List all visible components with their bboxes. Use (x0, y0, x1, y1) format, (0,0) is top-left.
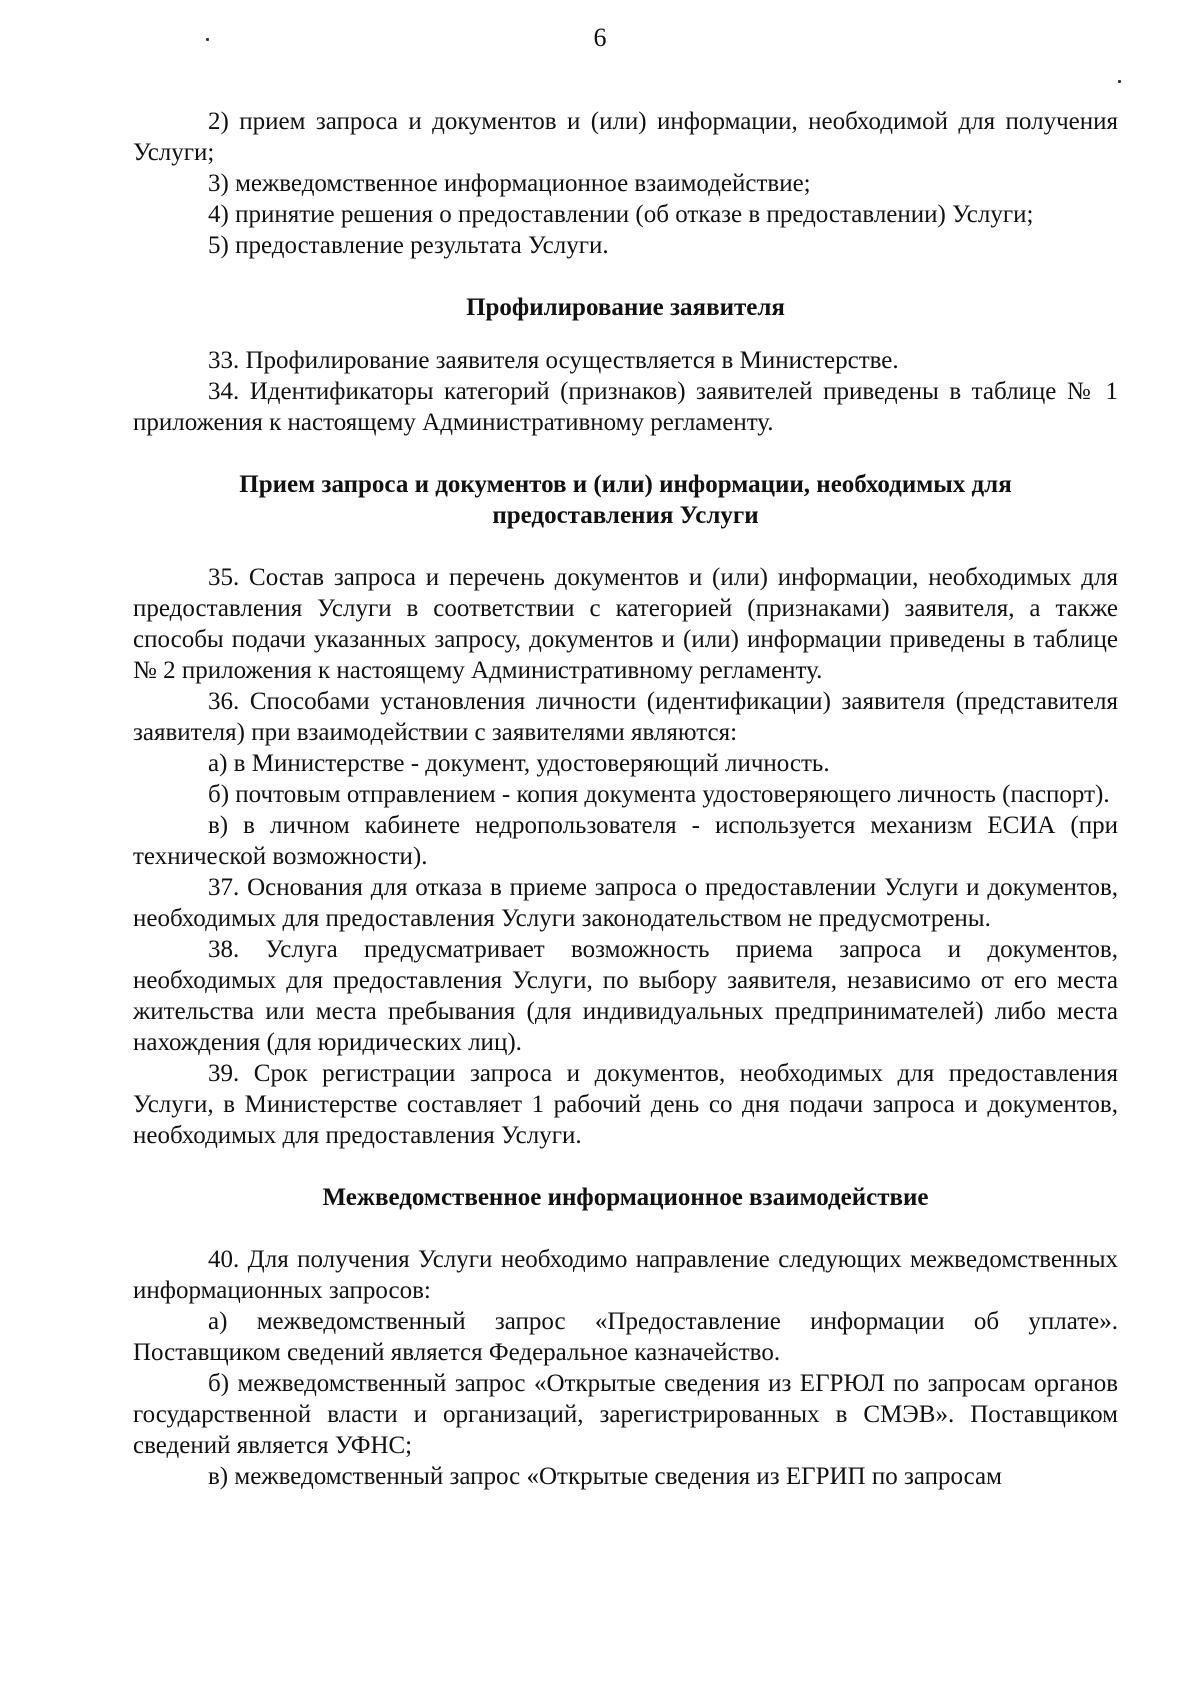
intro-item: 5) предоставление результата Услуги. (208, 232, 609, 259)
paragraph-38: 38. Услуга предусматривает возможность приема запроса и документов, необходимых для предоставления Услуги, по выбору заявителя, независимо от его места жительства или места пребывания (для индивидуальных предпринимателей) либо места нахождения (для юридических лиц). (133, 936, 1118, 1056)
section-heading: Межведомственное информационное взаимодействие (322, 1184, 929, 1211)
paragraph-33: 33. Профилирование заявителя осуществляется в Министерстве. (208, 347, 899, 374)
section-heading-line: Прием запроса и документов и (или) информации, необходимых для (239, 471, 1012, 498)
section-heading-line: предоставления Услуги (492, 502, 759, 529)
list-item-a: а) в Министерстве - документ, удостоверяющий личность. (208, 750, 830, 777)
section-heading (133, 469, 1118, 531)
document-body (133, 106, 1118, 1492)
list-item-b: б) межведомственный запрос «Открытые сведения из ЕГРЮЛ по запросам органов государственной власти и организаций, зарегистрированных в СМЭВ». Поставщиком сведений является УФНС; (133, 1370, 1118, 1459)
paragraph-35: 35. Состав запроса и перечень документов и (или) информации, необходимых для предоставления Услуги в соответствии с категорией (признаками) заявителя, а также способы подачи указанных запросу, документов и (или) информации приведены в таблице № 2 приложения к настоящему Административному регламенту. (133, 564, 1118, 684)
list-item-c: в) в личном кабинете недропользователя - используется механизм ЕСИА (при технической возможности). (133, 812, 1118, 870)
list-item-b: б) почтовым отправлением - копия документа удостоверяющего личность (паспорт). (208, 781, 1110, 808)
paragraph-34: 34. Идентификаторы категорий (признаков) заявителей приведены в таблице № 1 приложения к настоящему Административному регламенту. (133, 378, 1118, 436)
paragraph-40: 40. Для получения Услуги необходимо направление следующих межведомственных информационных запросов: (133, 1246, 1118, 1304)
list-item-c: в) межведомственный запрос «Открытые сведения из ЕГРИП по запросам (208, 1463, 1002, 1490)
scan-speck (1118, 80, 1121, 83)
section-heading: Профилирование заявителя (466, 294, 785, 321)
list-item-a: а) межведомственный запрос «Предоставление информации об уплате». Поставщиком сведений является Федеральное казначейство. (133, 1308, 1118, 1366)
page-number: 6 (593, 23, 607, 52)
intro-item: 4) принятие решения о предоставлении (об отказе в предоставлении) Услуги; (208, 201, 1034, 228)
intro-item: 3) межведомственное информационное взаимодействие; (208, 170, 811, 197)
intro-item: 2) прием запроса и документов и (или) информации, необходимой для получения Услуги; (133, 108, 1118, 166)
paragraph-37: 37. Основания для отказа в приеме запроса о предоставлении Услуги и документов, необходимых для предоставления Услуги законодательством не предусмотрены. (133, 874, 1118, 932)
paragraph-36: 36. Способами установления личности (идентификации) заявителя (представителя заявителя) при взаимодействии с заявителями являются: (133, 688, 1118, 746)
paragraph-39: 39. Срок регистрации запроса и документов, необходимых для предоставления Услуги, в Министерстве составляет 1 рабочий день со дня подачи запроса и документов, необходимых для предоставления Услуги. (133, 1060, 1118, 1149)
